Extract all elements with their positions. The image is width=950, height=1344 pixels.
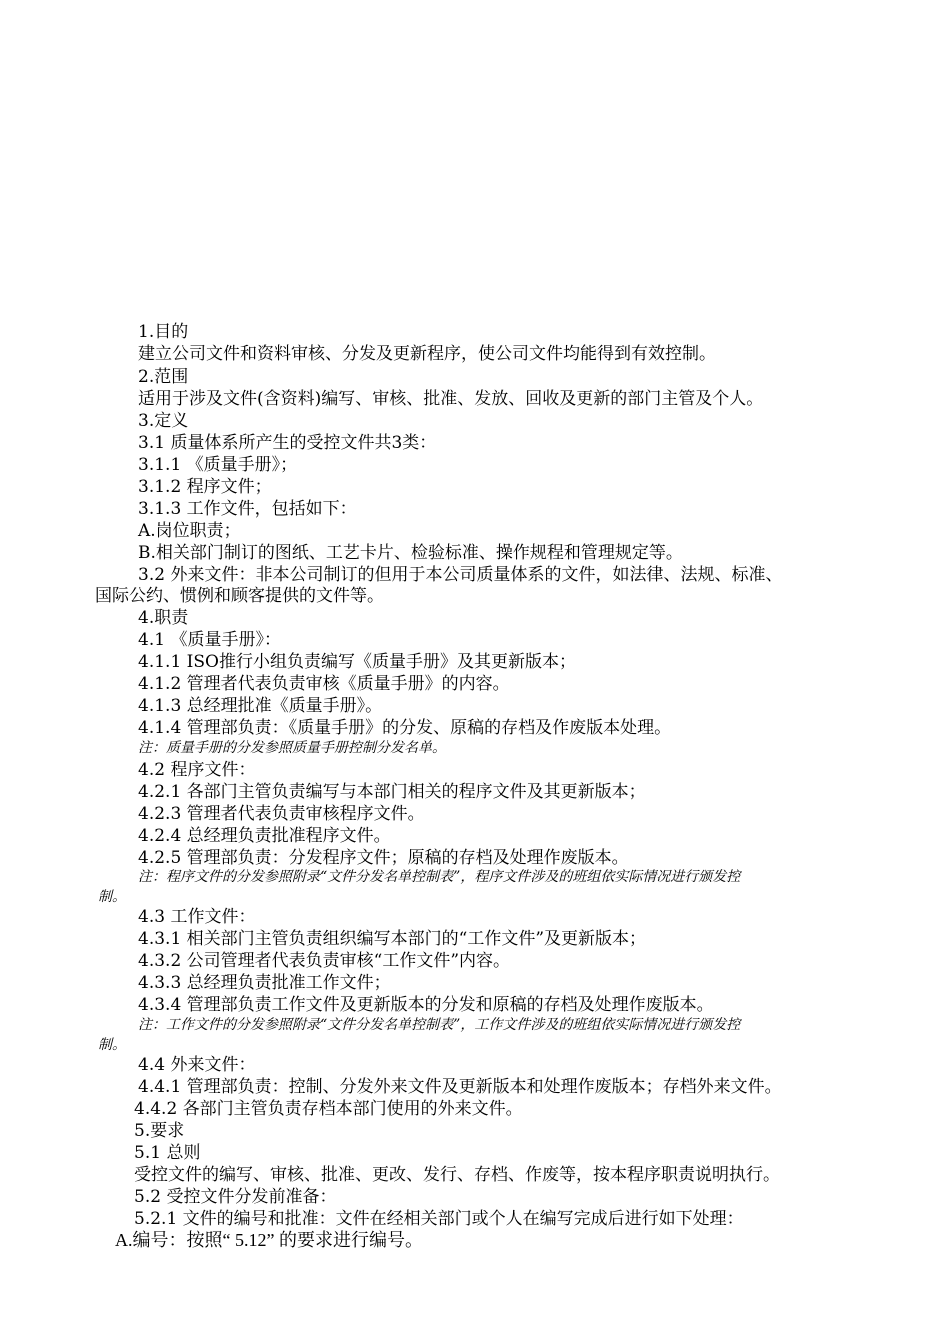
body-text: 建立公司文件和资料审核、分发及更新程序，使公司文件均能得到有效控制。 [138,344,716,364]
body-text: 5.2.1 文件的编号和批准：文件在经相关部门或个人在编写完成后进行如下处理： [134,1209,744,1229]
body-text: 4.1 《质量手册》： [138,630,281,650]
body-text: 4.3.1 相关部门主管负责组织编写本部门的“工作文件”及更新版本； [138,929,647,949]
note-text-continuation: 制。 [98,1037,126,1053]
body-text: 5.1 总则 [134,1143,201,1163]
body-text: 4.1.3 总经理批准《质量手册》。 [138,696,383,716]
section-heading-scope: 2.范围 [138,367,189,387]
body-text: 3.1.3 工作文件，包括如下： [138,499,357,519]
body-text: 4.3.2 公司管理者代表负责审核“工作文件”内容。 [138,951,511,971]
body-text: 4.2.1 各部门主管负责编写与本部门相关的程序文件及其更新版本； [138,782,646,802]
body-text: 4.4.1 管理部负责：控制、分发外来文件及更新版本和处理作废版本；存档外来文件。 [138,1077,782,1097]
body-text: 4.3.3 总经理负责批准工作文件； [138,973,391,993]
body-text: B.相关部门制订的图纸、工艺卡片、检验标准、操作规程和管理规定等。 [138,543,683,563]
body-text: 4.4 外来文件： [138,1055,256,1075]
body-text-continuation: 国际公约、惯例和顾客提供的文件等。 [95,586,384,606]
note-text: 注：工作文件的分发参照附录“文件分发名单控制表”，工作文件涉及的班组依实际情况进行颁发控 [138,1017,741,1033]
body-text: 4.3.4 管理部负责工作文件及更新版本的分发和原稿的存档及处理作废版本。 [138,995,714,1015]
body-text: 4.1.1 ISO推行小组负责编写《质量手册》及其更新版本； [138,652,576,672]
body-text: 4.2.3 管理者代表负责审核程序文件。 [138,804,425,824]
note-text: 注：程序文件的分发参照附录“文件分发名单控制表”，程序文件涉及的班组依实际情况进行颁发控 [138,869,741,885]
body-text: 5.2 受控文件分发前准备： [134,1187,337,1207]
section-heading-responsibility: 4.职责 [138,608,189,628]
body-text: 4.3 工作文件： [138,907,256,927]
body-text: 4.2 程序文件： [138,760,256,780]
section-heading-definition: 3.定义 [138,411,189,431]
body-text: 3.1.2 程序文件； [138,477,272,497]
body-text: 3.1 质量体系所产生的受控文件共3类： [138,433,437,453]
section-heading-purpose: 1.目的 [138,322,189,342]
note-text-continuation: 制。 [98,889,126,905]
note-text: 注：质量手册的分发参照质量手册控制分发名单。 [138,740,446,756]
section-heading-requirements: 5.要求 [134,1121,185,1141]
body-text: 3.1.1 《质量手册》； [138,455,298,475]
body-text: 4.4.2 各部门主管负责存档本部门使用的外来文件。 [134,1099,523,1119]
body-text: 受控文件的编写、审核、批准、更改、发行、存档、作废等，按本程序职责说明执行。 [134,1165,780,1185]
body-text: 4.1.2 管理者代表负责审核《质量手册》的内容。 [138,674,510,694]
body-text: 3.2 外来文件：非本公司制订的但用于本公司质量体系的文件，如法律、法规、标准、 [138,565,783,585]
body-text: 4.2.4 总经理负责批准程序文件。 [138,826,391,846]
body-text: A.编号：按照“ 5.12” 的要求进行编号。 [115,1230,423,1250]
body-text: A.岗位职责； [138,521,241,541]
body-text: 4.1.4 管理部负责：《质量手册》的分发、原稿的存档及作废版本处理。 [138,718,672,738]
body-text: 适用于涉及文件(含资料)编写、审核、批准、发放、回收及更新的部门主管及个人。 [138,389,764,409]
body-text: 4.2.5 管理部负责：分发程序文件；原稿的存档及处理作废版本。 [138,848,629,868]
